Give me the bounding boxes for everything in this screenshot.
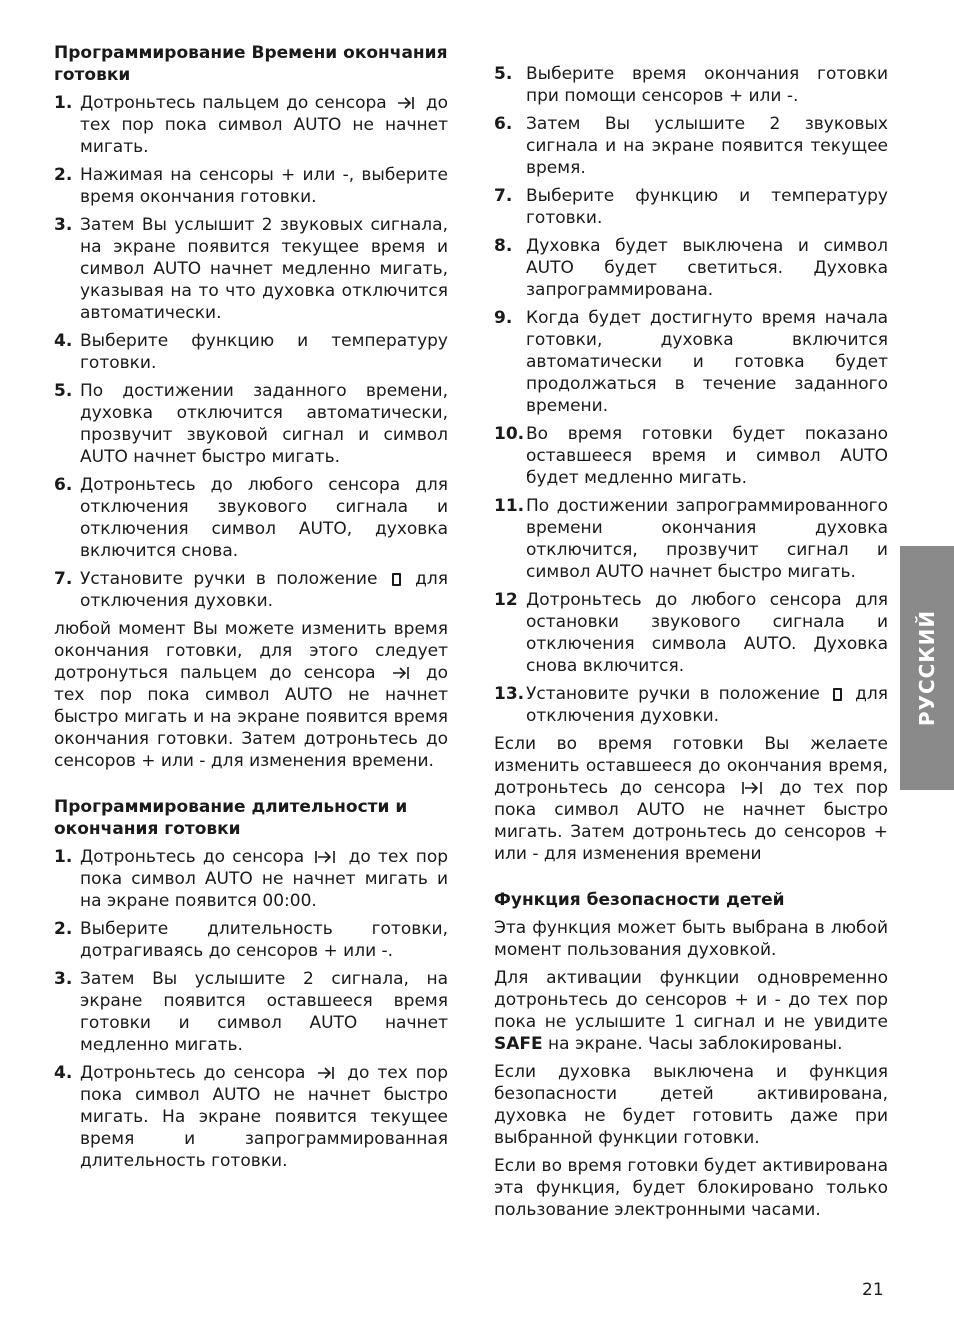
step-text: Дотроньтесь до сенсора: [80, 1063, 306, 1083]
page-number: 21: [862, 1280, 884, 1300]
language-label: РУССКИЙ: [915, 609, 940, 727]
language-side-tab: [900, 546, 954, 790]
step-text: Затем Вы услышите 2 сигнала, на экране появится оставшееся время готовки и символ AUTO начнет медленно мигать.: [80, 969, 448, 1055]
step-text: до тех пор пока символ AUTO не начнет мигать и на экране появится 00:00.: [80, 847, 449, 911]
list-item: [54, 92, 448, 158]
step-number: 7.: [54, 569, 73, 589]
step-text: для отключения духовки.: [80, 569, 449, 611]
duration-sensor-icon: [315, 850, 337, 864]
step-number: 11.: [494, 496, 525, 516]
step-text: для отключения духовки.: [526, 684, 889, 726]
step-number: 9.: [494, 308, 513, 328]
step-number: 3.: [54, 969, 73, 989]
step-number: 1.: [54, 93, 73, 113]
step-text: Дотроньтесь до любого сенсора для остановки звукового сигнала и отключения символа AUTO. Духовка снова включится.: [526, 590, 888, 676]
paragraph-change-remaining-time: Если во время готовки Вы желаете изменить оставшееся до окончания время, дотроньтесь до сенсора до тех пор пока символ AUTO не начнет быстро мигать. Затем дотроньтесь до сенсоров + или - для изменения времени: [494, 734, 888, 864]
step-text: Затем Вы услышите 2 звуковых сигнала и на экране появится текущее время.: [526, 114, 888, 178]
step-number: 12: [494, 590, 518, 610]
step-text: Когда будет достигнуто время начала готовки, духовка включится автоматически и готовка будет продолжаться в течение заданного времени.: [526, 308, 888, 416]
list-item: [494, 683, 888, 727]
step-text: Выберите время окончания готовки при помощи сенсоров + или -.: [526, 64, 888, 106]
steps-duration: [54, 846, 448, 1172]
step-number: 10.: [494, 424, 525, 444]
step-text: Духовка будет выключена и символ AUTO будет светиться. Духовка запрограммирована.: [526, 236, 888, 300]
step-text: Выберите функцию и температуру готовки.: [80, 331, 448, 373]
list-item: [494, 235, 888, 301]
list-item: [54, 164, 448, 208]
steps-duration-continued: [494, 63, 888, 727]
paragraph-safety-2: Для активации функции одновременно дотроньтесь до сенсоров + и - до тех пор пока не услышите 1 сигнал и не увидите SAFE на экране. Часы заблокированы.: [494, 968, 888, 1054]
step-number: 1.: [54, 847, 73, 867]
step-text: Дотроньтесь до сенсора: [80, 847, 305, 867]
step-number: 6.: [54, 475, 73, 495]
list-item: [54, 330, 448, 374]
step-text: Установите ручки в положение: [526, 684, 820, 704]
step-number: 4.: [54, 331, 73, 351]
step-number: 4.: [54, 1063, 73, 1083]
list-item: [494, 307, 888, 417]
section-end-time: [54, 42, 448, 772]
step-number: 6.: [494, 114, 513, 134]
step-text: Дотроньтесь пальцем до сенсора: [80, 93, 387, 113]
list-item: [494, 423, 888, 489]
end-time-sensor-icon: [317, 1066, 335, 1080]
steps-end-time: [54, 92, 448, 612]
step-text: до тех пор пока символ AUTO не начнет быстро мигать. На экране появится текущее время и запрограммированная длительность готовки.: [80, 1063, 448, 1171]
section-title-duration: Программирование длительности и окончания готовки: [54, 797, 408, 839]
paragraph-safety-4: Если во время готовки будет активирована эта функция, будет блокировано только пользование электронными часами.: [494, 1156, 888, 1220]
step-text: Дотроньтесь до любого сенсора для отключения звукового сигнала и отключения символ AUTO, духовка включится снова.: [80, 475, 448, 561]
end-time-sensor-icon: [397, 96, 415, 110]
step-number: 5.: [494, 64, 513, 84]
step-number: 3.: [54, 215, 73, 235]
step-text: Во время готовки будет показано оставшееся время и символ AUTO будет медленно мигать.: [526, 424, 888, 488]
step-number: 7.: [494, 186, 513, 206]
list-item: [54, 918, 448, 962]
step-number: 2.: [54, 919, 73, 939]
step-number: 13.: [494, 684, 525, 704]
right-column: [494, 63, 888, 1227]
step-text: Выберите функцию и температуру готовки.: [526, 186, 888, 228]
left-column: [54, 42, 448, 1178]
end-time-sensor-icon: [392, 666, 410, 680]
list-item: [54, 846, 448, 912]
list-item: [494, 185, 888, 229]
list-item: [494, 113, 888, 179]
section-title-child-safety: Функция безопасности детей: [494, 890, 785, 910]
list-item: [54, 1062, 448, 1172]
step-text: Установите ручки в положение: [80, 569, 378, 589]
list-item: [494, 589, 888, 677]
step-number: 2.: [54, 165, 73, 185]
knob-off-position-icon: [392, 573, 401, 586]
list-item: [494, 63, 888, 107]
paragraph-safety-3: Если духовка выключена и функция безопасности детей активирована, духовка не будет готовить даже при выбранной функции готовки.: [494, 1062, 888, 1148]
section-duration: [54, 796, 448, 1172]
duration-sensor-icon: [742, 781, 764, 795]
list-item: [54, 214, 448, 324]
safe-label: SAFE: [494, 1034, 543, 1054]
step-number: 8.: [494, 236, 513, 256]
list-item: [494, 495, 888, 583]
list-item: [54, 568, 448, 612]
section-title-end-time: Программирование Времени окончания готовки: [54, 43, 448, 85]
list-item: [54, 474, 448, 562]
paragraph-change-end-time: любой момент Вы можете изменить время окончания готовки, для этого следует дотронуться пальцем до сенсора до тех пор пока символ AUTO не начнет быстро мигать и на экране появится время окончания готовки. Затем дотроньтесь до сенсоров + или - для изменения времени.: [54, 619, 448, 771]
knob-off-position-icon: [833, 688, 842, 701]
paragraph-safety-1: Эта функция может быть выбрана в любой момент пользования духовкой.: [494, 918, 888, 960]
step-number: 5.: [54, 381, 73, 401]
step-text: Выберите длительность готовки, дотрагиваясь до сенсоров + или -.: [80, 919, 448, 961]
list-item: [54, 380, 448, 468]
step-text: По достижении запрограммированного времени окончания духовка отключится, прозвучит сигнал и символ AUTO начнет быстро мигать.: [526, 496, 888, 582]
step-text: По достижении заданного времени, духовка отключится автоматически, прозвучит звуковой сигнал и символ AUTO начнет быстро мигать.: [80, 381, 448, 467]
step-text: до тех пор пока символ AUTO не начнет мигать.: [80, 93, 449, 157]
step-text: Затем Вы услышит 2 звуковых сигнала, на экране появится текущее время и символ AUTO начнет медленно мигать, указывая на то что духовка отключится автоматически.: [80, 215, 448, 323]
list-item: [54, 968, 448, 1056]
step-text: Нажимая на сенсоры + или -, выберите время окончания готовки.: [80, 165, 448, 207]
